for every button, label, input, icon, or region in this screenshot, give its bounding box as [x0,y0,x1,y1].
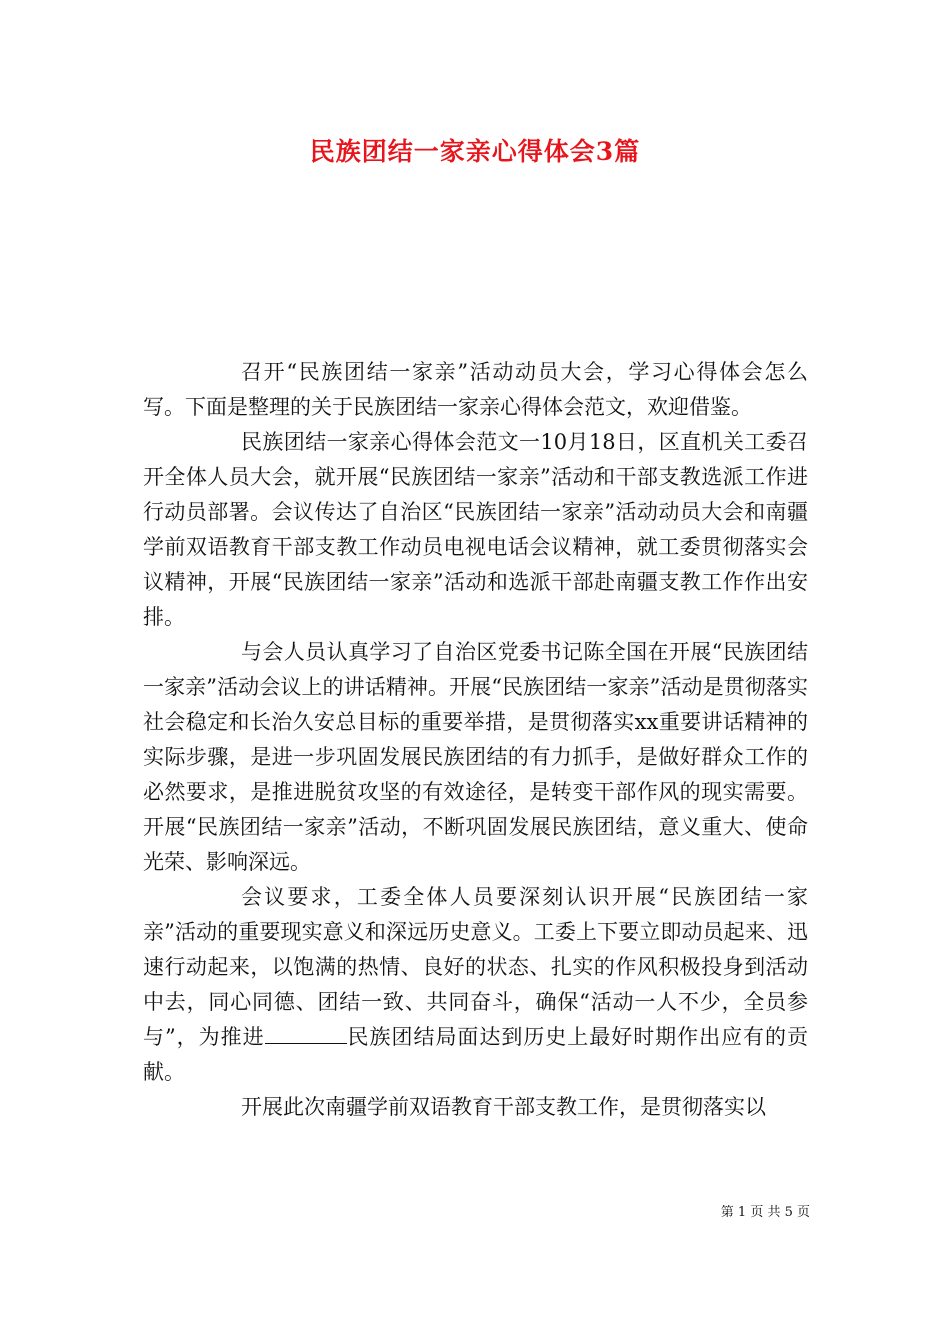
paragraph-study: 与会人员认真学习了自治区党委书记陈全国在开展“民族团结一家亲”活动会议上的讲话精神。开展“民族团结一家亲”活动是贯彻落实社会稳定和长治久安总目标的重要举措，是贯彻落实xx重要讲话精神的实际步骤，是进一步巩固发展民族团结的有力抓手，是做好群众工作的必然要求，是推进脱贫攻坚的有效途径，是转变干部作风的现实需要。开展“民族团结一家亲”活动，不断巩固发展民族团结，意义重大、使命光荣、影响深远。 [143,640,808,874]
paragraph-sample-one: 民族团结一家亲心得体会范文一10月18日，区直机关工委召开全体人员大会，就开展“民族团结一家亲”活动和干部支教选派工作进行动员部署。会议传达了自治区“民族团结一家亲”活动动员大会和南疆学前双语教育干部支教工作动员电视电话会议精神，就工委贯彻落实会议精神，开展“民族团结一家亲”活动和选派干部赴南疆支教工作作出安排。 [143,430,808,629]
paragraph-intro: 召开“民族团结一家亲”活动动员大会，学习心得体会怎么写。下面是整理的关于民族团结一家亲心得体会范文，欢迎借鉴。 [143,360,808,419]
paragraph-education-work: 开展此次南疆学前双语教育干部支教工作，是贯彻落实以 [241,1095,766,1119]
paragraph-requirements [143,880,808,1090]
document-title: 民族团结一家亲心得体会3篇 [309,137,641,166]
document-body [143,355,808,1125]
page-number-footer: 第 1 页 共 5 页 [720,1205,810,1220]
blank-underline [265,1023,347,1044]
requirements-text-start: 会议要求，工委全体人员要深刻认识开展“民族团结一家亲”活动的重要现实意义和深远历史意义。工委上下要立即动员起来、迅速行动起来，以饱满的热情、良好的状态、扎实的作风积极投身到活动中去，同心同德、团结一致、共同奋斗，确保“活动一人不少，全员参与”，为推进 [143,885,808,1049]
requirements-text-end: 民族团结局面达到历史上最好时期作出应有的贡献。 [143,1025,808,1084]
